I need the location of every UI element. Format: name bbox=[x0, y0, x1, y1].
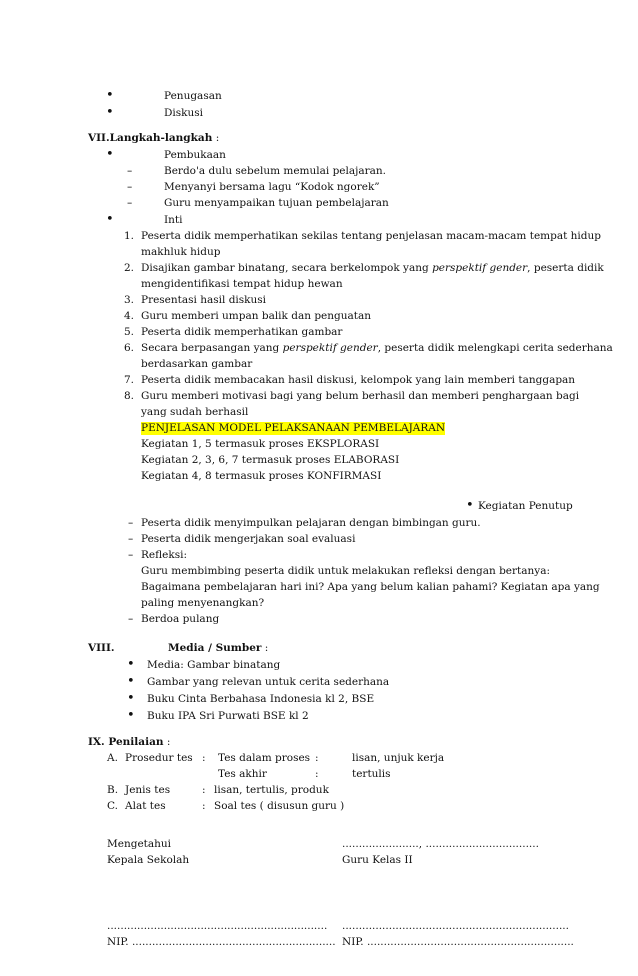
inti-item-number: 7. bbox=[124, 374, 135, 386]
inti-item-number: 4. bbox=[124, 310, 135, 322]
bullet-symbol: • bbox=[106, 88, 114, 103]
dash-marker: – bbox=[128, 517, 134, 529]
model-line-eksplorasi: Kegiatan 1, 5 termasuk proses EKSPLORASI bbox=[141, 438, 380, 450]
dash-marker: – bbox=[127, 165, 133, 177]
media-item-4: Buku IPA Sri Purwati BSE kl 2 bbox=[147, 710, 309, 722]
bullet-symbol: • bbox=[127, 691, 135, 706]
dash-marker: – bbox=[128, 533, 134, 545]
penutup-item-1: Peserta didik menyimpulkan pelajaran dengan bimbingan guru. bbox=[141, 517, 481, 529]
inti-item-2-text-b: , peserta didik bbox=[527, 262, 604, 274]
section-viii-colon: : bbox=[261, 642, 269, 654]
inti-item-5: Peserta didik memperhatikan gambar bbox=[141, 326, 343, 338]
inti-item-3: Presentasi hasil diskusi bbox=[141, 294, 267, 306]
sign-right-signature-line: .................................................................... bbox=[342, 920, 569, 932]
bullet-symbol: • bbox=[127, 674, 135, 689]
penilaian-label-prosedur: Prosedur tes bbox=[125, 752, 193, 764]
inti-item-2-text-a: Disajikan gambar binatang, secara berkelompok yang bbox=[141, 262, 433, 274]
inti-item-8-line-2: yang sudah berhasil bbox=[141, 406, 249, 418]
refleksi-line-2: Bagaimana pembelajaran hari ini? Apa yang belum kalian pahami? Kegiatan apa yang bbox=[141, 581, 600, 593]
penilaian-value-tertulis: tertulis bbox=[352, 768, 391, 780]
media-item-2: Gambar yang relevan untuk cerita sederhana bbox=[147, 676, 390, 688]
refleksi-line-1: Guru membimbing peserta didik untuk melakukan refleksi dengan bertanya: bbox=[141, 565, 551, 577]
sign-right-nip: NIP. .............................................................. bbox=[342, 936, 574, 948]
inti-item-number: 2. bbox=[124, 262, 135, 274]
section-vii-title: Langkah-langkah bbox=[109, 132, 213, 144]
model-line-konfirmasi: Kegiatan 4, 8 termasuk proses KONFIRMASI bbox=[141, 470, 382, 482]
pembukaan-label: Pembukaan bbox=[164, 149, 226, 161]
pembukaan-item-2: Menyanyi bersama lagu “Kodok ngorek” bbox=[164, 181, 380, 193]
inti-item-number: 5. bbox=[124, 326, 135, 338]
model-line-elaborasi: Kegiatan 2, 3, 6, 7 termasuk proses ELABORASI bbox=[141, 454, 400, 466]
inti-label: Inti bbox=[164, 214, 183, 226]
media-item-3: Buku Cinta Berbahasa Indonesia kl 2, BSE bbox=[147, 693, 375, 705]
inti-item-4: Guru memberi umpan balik dan penguatan bbox=[141, 310, 372, 322]
inti-item-number: 8. bbox=[124, 390, 135, 402]
inti-item-number: 3. bbox=[124, 294, 135, 306]
top-item-diskusi: Diskusi bbox=[164, 107, 204, 119]
bullet-symbol: • bbox=[106, 212, 114, 227]
section-vii-colon: : bbox=[212, 132, 220, 144]
section-viii-number: VIII. bbox=[88, 642, 115, 654]
model-explanation-title: PENJELASAN MODEL PELAKSANAAN PEMBELAJARAN bbox=[141, 422, 446, 434]
inti-item-7: Peserta didik membacakan hasil diskusi, kelompok yang lain memberi tanggapan bbox=[141, 374, 576, 386]
inti-item-6-italic: perspektif gender bbox=[282, 342, 378, 354]
dash-marker: – bbox=[127, 181, 133, 193]
pembukaan-item-1: Berdo'a dulu sebelum memulai pelajaran. bbox=[164, 165, 387, 177]
section-vii-number: VII. bbox=[88, 132, 110, 144]
dash-marker: – bbox=[128, 549, 134, 561]
sign-right-guru-kelas: Guru Kelas II bbox=[342, 854, 413, 866]
sign-left-nip: NIP. ............................................................. bbox=[107, 936, 336, 948]
inti-item-8-line-1: Guru memberi motivasi bagi yang belum berhasil dan memberi penghargaan bagi bbox=[141, 390, 580, 402]
penilaian-separator: : bbox=[202, 800, 206, 812]
penutup-label: Kegiatan Penutup bbox=[478, 500, 573, 512]
section-viii-heading bbox=[168, 642, 268, 655]
dash-marker: – bbox=[127, 197, 133, 209]
refleksi-line-3: paling menyenangkan? bbox=[141, 597, 265, 609]
inti-item-1-line-2: makhluk hidup bbox=[141, 246, 221, 258]
penutup-item-2: Peserta didik mengerjakan soal evaluasi bbox=[141, 533, 356, 545]
section-ix-colon: : bbox=[163, 736, 171, 748]
penilaian-value-alat: Soal tes ( disusun guru ) bbox=[214, 800, 345, 812]
penilaian-separator: : bbox=[315, 752, 319, 764]
section-vii-heading bbox=[88, 132, 219, 145]
sign-left-mengetahui: Mengetahui bbox=[107, 838, 172, 850]
media-item-1: Media: Gambar binatang bbox=[147, 659, 281, 671]
penilaian-label-alat: Alat tes bbox=[125, 800, 166, 812]
inti-item-6-line-1 bbox=[141, 342, 613, 355]
section-ix-number: IX. bbox=[88, 736, 105, 748]
top-item-penugasan: Penugasan bbox=[164, 90, 222, 102]
penilaian-value-lisan-unjuk-kerja: lisan, unjuk kerja bbox=[352, 752, 445, 764]
section-viii-title: Media / Sumber bbox=[168, 642, 262, 654]
pembukaan-item-3: Guru menyampaikan tujuan pembelajaran bbox=[164, 197, 389, 209]
penilaian-value-tes-dalam-proses: Tes dalam proses bbox=[218, 752, 311, 764]
penutup-item-berdoa: Berdoa pulang bbox=[141, 613, 220, 625]
penilaian-label-jenis: Jenis tes bbox=[125, 784, 171, 796]
sign-left-signature-line: .................................................................. bbox=[107, 920, 328, 932]
penilaian-separator: : bbox=[315, 768, 319, 780]
bullet-symbol: • bbox=[106, 105, 114, 120]
inti-item-6-text-b: , peserta didik melengkapi cerita sederhana bbox=[377, 342, 613, 354]
dash-marker: – bbox=[128, 613, 134, 625]
inti-item-2-italic: perspektif gender bbox=[432, 262, 528, 274]
bullet-symbol: • bbox=[106, 147, 114, 162]
inti-item-1-line-1: Peserta didik memperhatikan sekilas tentang penjelasan macam-macam tempat hidup bbox=[141, 230, 601, 242]
section-ix-title: Penilaian bbox=[108, 736, 164, 748]
inti-item-2-line-2: mengidentifikasi tempat hidup hewan bbox=[141, 278, 343, 290]
inti-item-number: 1. bbox=[124, 230, 135, 242]
penilaian-value-jenis: lisan, tertulis, produk bbox=[214, 784, 329, 796]
inti-item-6-line-2: berdasarkan gambar bbox=[141, 358, 253, 370]
penilaian-letter-b: B. bbox=[107, 784, 119, 796]
penilaian-letter-c: C. bbox=[107, 800, 118, 812]
sign-left-kepala-sekolah: Kepala Sekolah bbox=[107, 854, 190, 866]
inti-item-number: 6. bbox=[124, 342, 135, 354]
penutup-item-3: Refleksi: bbox=[141, 549, 187, 561]
penilaian-value-tes-akhir: Tes akhir bbox=[218, 768, 267, 780]
inti-item-6-text-a: Secara berpasangan yang bbox=[141, 342, 283, 354]
penilaian-separator: : bbox=[202, 752, 206, 764]
inti-item-2-line-1 bbox=[141, 262, 604, 275]
sign-right-date-placeholder: ......................., .................................. bbox=[342, 838, 539, 850]
bullet-symbol: • bbox=[466, 498, 474, 513]
bullet-symbol: • bbox=[127, 657, 135, 672]
bullet-symbol: • bbox=[127, 708, 135, 723]
penilaian-letter-a: A. bbox=[107, 752, 118, 764]
penilaian-separator: : bbox=[202, 784, 206, 796]
section-ix-heading bbox=[88, 736, 170, 749]
